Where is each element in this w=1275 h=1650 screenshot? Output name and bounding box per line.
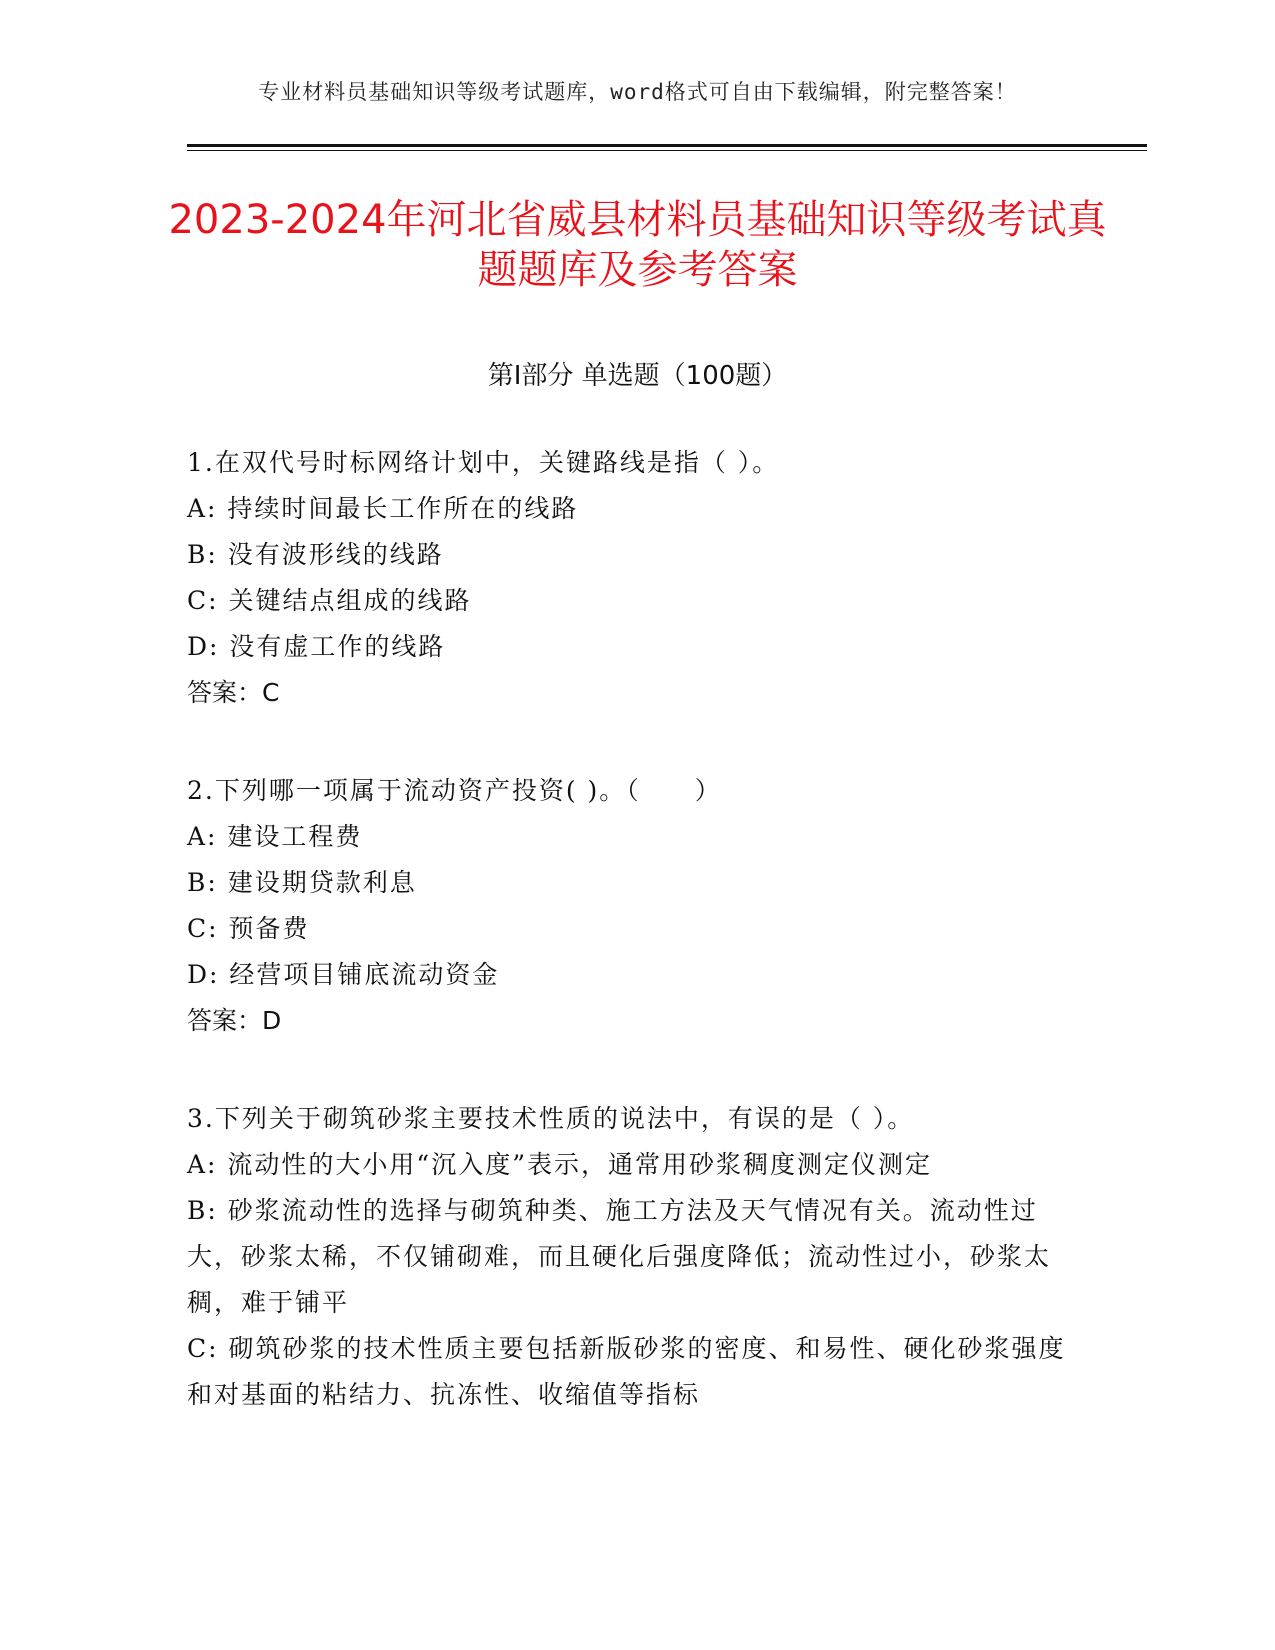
option-d: D: 经营项目铺底流动资金 xyxy=(187,960,500,989)
option-b: B: 建设期贷款利息 xyxy=(187,868,417,897)
option-c: C: 预备费 xyxy=(187,914,310,943)
question-2 xyxy=(187,768,1087,1044)
document-title: 2023-2024年河北省威县材料员基础知识等级考试真题题库及参考答案 xyxy=(168,197,1107,293)
option-b: B: 砂浆流动性的选择与砌筑种类、施工方法及天气情况有关。流动性过大，砂浆太稀，不仅铺砌难，而且硬化后强度降低；流动性过小，砂浆太稠，难于铺平 xyxy=(187,1196,1052,1317)
question-stem: 1.在双代号时标网络计划中，关键路线是指（ ）。 xyxy=(187,448,780,477)
question-list xyxy=(187,440,1087,1470)
question-stem: 3.下列关于砌筑砂浆主要技术性质的说法中，有误的是（ ）。 xyxy=(187,1104,915,1133)
option-c: C: 关键结点组成的线路 xyxy=(187,586,472,615)
option-a: A: 持续时间最长工作所在的线路 xyxy=(187,494,579,523)
question-1 xyxy=(187,440,1087,716)
option-d: D: 没有虚工作的线路 xyxy=(187,632,446,661)
header-note: 专业材料员基础知识等级考试题库，word格式可自由下载编辑，附完整答案！ xyxy=(258,80,1017,104)
answer: 答案：C xyxy=(187,678,280,707)
option-b: B: 没有波形线的线路 xyxy=(187,540,444,569)
question-stem: 2.下列哪一项属于流动资产投资( )。（ ） xyxy=(187,776,722,805)
section-heading: 第Ⅰ部分 单选题（100题） xyxy=(487,361,788,391)
header-divider-thin xyxy=(187,150,1147,151)
header-divider-thick xyxy=(187,144,1147,147)
option-a: A: 流动性的大小用“沉入度”表示，通常用砂浆稠度测定仪测定 xyxy=(187,1150,932,1179)
option-c: C: 砌筑砂浆的技术性质主要包括新版砂浆的密度、和易性、硬化砂浆强度和对基面的粘结力、抗冻性、收缩值等指标 xyxy=(187,1334,1066,1409)
option-a: A: 建设工程费 xyxy=(187,822,363,851)
question-3 xyxy=(187,1096,1087,1418)
answer: 答案：D xyxy=(187,1006,282,1035)
